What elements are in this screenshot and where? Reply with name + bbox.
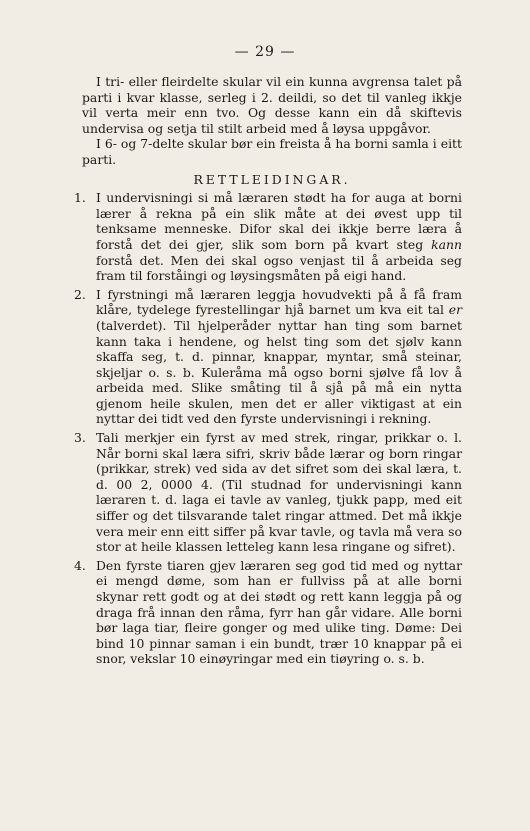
- list-item: [74, 286, 462, 427]
- paragraph-2: I 6- og 7-delte skular bør ein freista å ha borni samla i eitt parti.: [82, 136, 462, 167]
- item-emphasis: kann: [431, 236, 462, 252]
- item-text: Den fyrste tiaren gjev læraren seg god tid med og nyttar ei mengd døme, som han er fullviss på at alle borni skynar rett godt og at dei stødt og rett kann leggja på og draga frå innan den råma, fyrr han går vidare. Alle borni bør laga tiar, fleire gonger og med ulike ting. Døme: Dei bind 10 pinnar saman i ein bundt, trær 10 knappar på ei snor, vekslar 10 einøyringar med ein tiøyring o. s. b.: [96, 557, 462, 667]
- body-text: [74, 74, 462, 670]
- list-item: [74, 190, 462, 284]
- paragraph-1: I tri- eller fleirdelte skular vil ein kunna avgrensa talet på parti i kvar klasse, serleg i 2. deildi, so det til vanleg ikkje vil verta meir enn tvo. Og desse kann ein då skiftevis undervisa og setja til stilt arbeid med å løysa uppgåvor.: [82, 74, 462, 136]
- list-item: [74, 557, 462, 667]
- item-text: [96, 190, 462, 284]
- item-text-part: I undervisningi si må læraren stødt ha for auga at borni lærer å rekna på ein slik måte at dei øvest upp til tenksame menneske. Difor skal dei ikkje berre læra å forstå det dei gjer, slik som born på kvart steg: [96, 190, 462, 252]
- item-text-part: I fyrstningi må læraren leggja hovudvekti på å få fram klåre, tydelege fyrestellingar hjå barnet um kva eit tal: [96, 286, 462, 318]
- item-text: Tali merkjer ein fyrst av med strek, ringar, prikkar o. l. Når borni skal læra sifri, skriv både lærar og born ringar (prikkar, strek) ved sida av det sifret som dei skal læra, t. d. 00 2, 0000 4. (Til studnad for undervisningi kann læraren t. d. laga ei tavle av vanleg, tjukk papp, med eit siffer og det tilsvarande talet ringar attmed. Det må ikkje vera meir enn eitt siffer på kvar tavle, og tavla må vera so stor at heile klassen letteleg kann lesa ringane og sifret).: [96, 430, 462, 555]
- item-number: 2.: [74, 286, 86, 302]
- item-text-part: (talverdet). Til hjelperåder nyttar han ting som barnet kann taka i hendene, og helst ting som det sjølv kann skaffa seg, t. d. pinnar, knappar, myntar, små steinar, skjeljar o. s. b. Kuleråma må ogso borni sjølve få lov å arbeida med. Slike småting til å sjå på må ein nytta gjenom heile skulen, men det er aller viktigast at ein nyttar dei tidt ved den fyrste undervisningi i rekning.: [96, 317, 462, 427]
- list-item: [74, 430, 462, 555]
- item-emphasis: er: [448, 302, 462, 318]
- section-heading: RETTLEIDINGAR.: [193, 171, 351, 187]
- item-number: 4.: [74, 557, 86, 573]
- item-number: 1.: [74, 190, 86, 206]
- page-number: — 29 —: [234, 44, 296, 60]
- item-number: 3.: [74, 430, 86, 446]
- item-text: [96, 287, 462, 427]
- item-text-part: forstå det. Men dei skal ogso venjast til å arbeida seg fram til forståingi og løysingsmåten på eigi hand.: [96, 252, 462, 284]
- guidance-list: [74, 190, 462, 667]
